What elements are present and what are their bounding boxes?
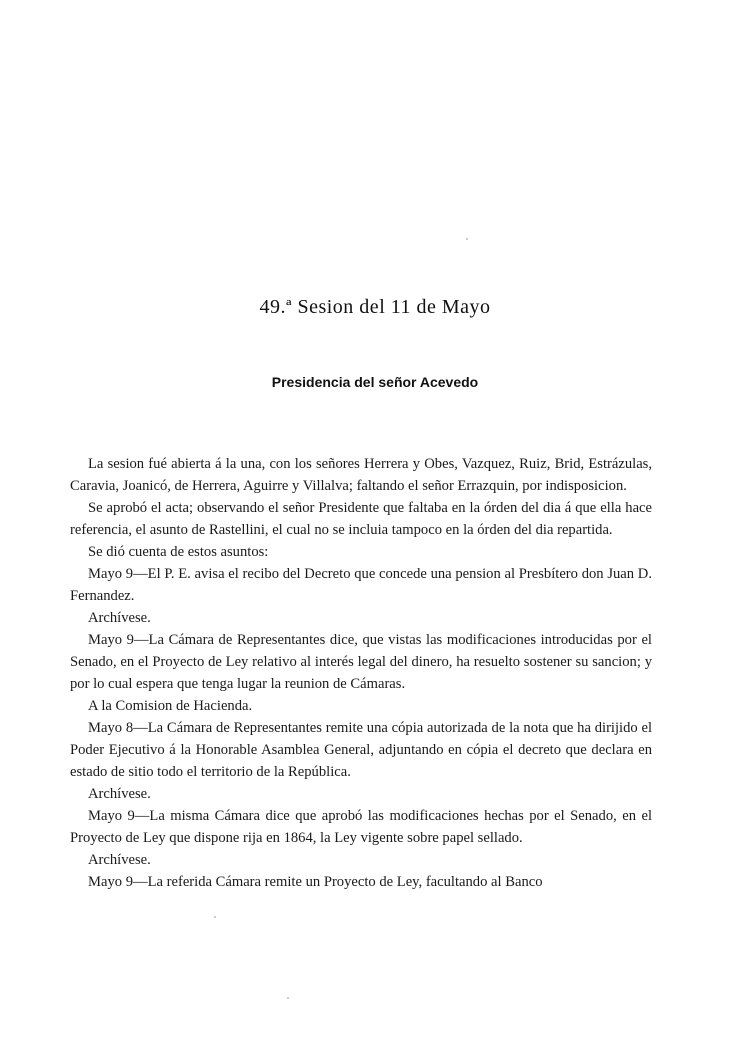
paragraph-acta: Se aprobó el acta; observando el señor Presidente que faltaba en la órden del dia á que ella hace referencia, el asunto de Rastellini, el cual no se incluia tampoco en la órden del dia repartida. <box>70 500 652 538</box>
paragraph-interes-legal: Mayo 9—La Cámara de Representantes dice, que vistas las modificaciones introducidas por el Senado, en el Proyecto de Ley relativo al interés legal del dinero, ha resuelto sostener su sancion; y por lo cual espera que tenga lugar la reunion de Cámaras. <box>70 632 652 692</box>
presidency-subtitle: Presidencia del señor Acevedo <box>271 374 479 390</box>
paragraph-comision-hacienda: A la Comision de Hacienda. <box>88 698 253 714</box>
session-title: 49.ª Sesion del 11 de Mayo <box>259 296 491 318</box>
paragraph-asuntos: Se dió cuenta de estos asuntos: <box>88 544 269 560</box>
print-speck <box>466 238 468 240</box>
paragraph-estado-sitio: Mayo 8—La Cámara de Representantes remite una cópia autorizada de la nota que ha dirijido el Poder Ejecutivo á la Honorable Asamblea General, adjuntando en cópia el decreto que declara en estado de sitio todo el territorio de la República. <box>70 720 652 780</box>
paragraph-archivese-3: Archívese. <box>88 852 151 868</box>
print-speck <box>287 997 289 999</box>
paragraph-pension: Mayo 9—El P. E. avisa el recibo del Decreto que concede una pension al Presbítero don Juan D. Fernandez. <box>70 566 652 604</box>
minutes-body <box>70 453 652 893</box>
paragraph-archivese-1: Archívese. <box>88 610 151 626</box>
paragraph-attendance: La sesion fué abierta á la una, con los señores Herrera y Obes, Vazquez, Ruiz, Brid, Estrázulas, Caravia, Joanicó, de Herrera, Aguirre y Villalva; faltando el señor Errazquin, por indisposicion. <box>70 456 652 494</box>
paragraph-archivese-2: Archívese. <box>88 786 151 802</box>
print-speck <box>214 916 216 918</box>
paragraph-papel-sellado: Mayo 9—La misma Cámara dice que aprobó las modificaciones hechas por el Senado, en el Proyecto de Ley que dispone rija en 1864, la Ley vigente sobre papel sellado. <box>70 808 652 846</box>
paragraph-banco: Mayo 9—La referida Cámara remite un Proyecto de Ley, facultando al Banco <box>88 874 543 890</box>
